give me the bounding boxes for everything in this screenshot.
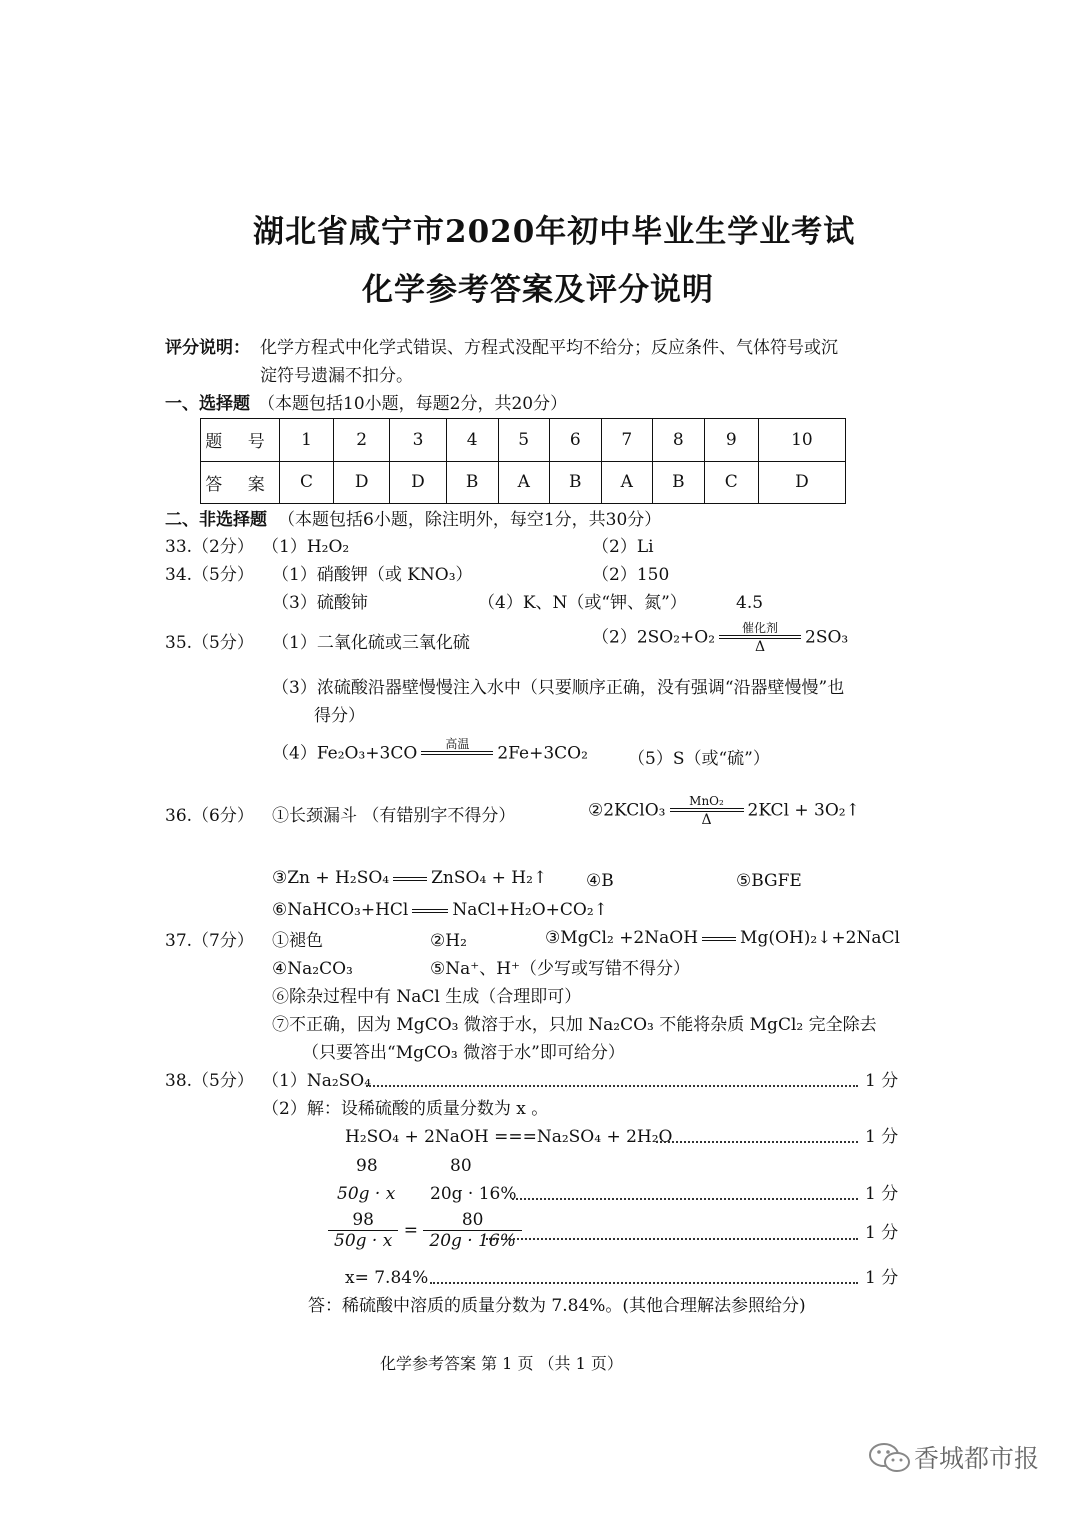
fraction-right [423, 1210, 522, 1252]
leader-dots [486, 1238, 858, 1240]
leader-dots [430, 1282, 858, 1284]
section2-desc: （本题包括6小题，除注明外，每空1分，共30分） [278, 510, 662, 530]
table-row [201, 461, 846, 504]
q38-result: x= 7.84% [345, 1268, 429, 1288]
numerator: 80 [423, 1210, 522, 1231]
score-label: 1 分 [865, 1071, 899, 1091]
q37-a6: ⑥除杂过程中有 NaCl 生成（合理即可） [272, 987, 582, 1007]
table-cell: A [498, 461, 549, 504]
q37-a1: ①褪色 [272, 931, 323, 951]
q36-a6-reactants: ⑥NaHCO₃+HCl [272, 900, 409, 920]
q38-value1: 50g · x [337, 1184, 396, 1204]
leader-dots [656, 1141, 858, 1143]
table-cell: B [652, 461, 704, 504]
title-line1: 湖北省咸宁市2020年初中毕业生学业考试 [253, 214, 856, 250]
q38-mass2: 80 [450, 1156, 472, 1176]
table-cell: D [758, 461, 845, 504]
q37-a3-products: Mg(OH)₂↓+2NaCl [740, 928, 900, 948]
row-head-answer: 答 案 [201, 461, 280, 504]
numerator: 98 [328, 1210, 398, 1231]
table-cell: C [280, 461, 334, 504]
reaction-arrow [421, 737, 493, 771]
wechat-icon [868, 1442, 912, 1474]
condition-top: 催化剂 [742, 621, 779, 635]
table-cell: 6 [549, 419, 601, 462]
table-cell: 9 [704, 419, 758, 462]
q35-a4-reactants: （4）Fe₂O₃+3CO [272, 743, 418, 764]
table-cell: 7 [601, 419, 652, 462]
reaction-arrow [393, 877, 427, 881]
q35-a3-line2: 得分） [314, 706, 365, 726]
q35-a3-line1: （3）浓硫酸沿器壁慢慢注入水中（只要顺序正确，没有强调“沿器壁慢慢”也 [272, 678, 845, 698]
q36-a6-products: NaCl+H₂O+CO₂↑ [452, 900, 608, 920]
q38-value2: 20g · 16% [430, 1184, 517, 1204]
equals-sign: = [403, 1220, 418, 1241]
q33-a2: （2）Li [592, 537, 654, 557]
q36-a2-products: 2KCl + 3O₂↑ [747, 800, 860, 821]
q37-a7-line1: ⑦不正确，因为 MgCO₃ 微溶于水，只加 Na₂CO₃ 不能将杂质 MgCl₂ 完全除去 [272, 1015, 877, 1035]
denominator: 50g · x [334, 1231, 393, 1252]
q37-a2: ②H₂ [430, 931, 467, 951]
table-cell: 8 [652, 419, 704, 462]
condition-bottom: Δ [754, 639, 766, 655]
q35-head: 35.（5分） [165, 633, 254, 653]
table-cell: C [704, 461, 758, 504]
q37-a3 [545, 928, 900, 948]
row-head-number: 题 号 [201, 419, 280, 462]
q36-a4: ④B [586, 871, 614, 891]
q37-a3-reactants: ③MgCl₂ +2NaOH [545, 928, 699, 948]
score-label: 1 分 [865, 1268, 899, 1288]
answer-table [200, 418, 846, 504]
reaction-arrow [670, 794, 744, 828]
note-line2: 淀符号遗漏不扣分。 [260, 366, 413, 386]
leader-dots [366, 1085, 858, 1087]
q35-a5: （5）S（或“硫”） [628, 749, 770, 769]
q34-a2: （2）150 [592, 565, 670, 585]
table-cell: B [549, 461, 601, 504]
q35-a4-products: 2Fe+3CO₂ [497, 743, 588, 764]
fraction-left [328, 1210, 398, 1252]
reaction-arrow [702, 937, 736, 941]
table-row [201, 419, 846, 462]
double-line [702, 937, 736, 941]
q37-head: 37.（7分） [165, 931, 254, 951]
note-label: 评分说明： [165, 338, 250, 358]
score-label: 1 分 [865, 1223, 899, 1243]
reaction-arrow [719, 621, 801, 655]
leader-dots [512, 1198, 858, 1200]
q35-a2-reactants: （2）2SO₂+O₂ [592, 627, 716, 648]
q36-a5: ⑤BGFE [736, 871, 802, 891]
q35-a2-products: 2SO₃ [805, 627, 849, 648]
q36-a2 [588, 794, 860, 828]
note-line1: 化学方程式中化学式错误、方程式没配平均不给分；反应条件、气体符号或沉 [260, 338, 838, 358]
table-cell: 3 [390, 419, 446, 462]
title-line2: 化学参考答案及评分说明 [362, 272, 714, 308]
double-line [412, 909, 448, 913]
score-label: 1 分 [865, 1127, 899, 1147]
q38-a2-intro: （2）解：设稀硫酸的质量分数为 x 。 [262, 1099, 549, 1119]
q36-a3 [272, 868, 547, 888]
q34-a5: 4.5 [736, 593, 764, 613]
watermark-text: 香城都市报 [914, 1444, 1040, 1473]
table-cell: 5 [498, 419, 549, 462]
q34-a4: （4）K、N（或“钾、氮”） [478, 593, 687, 613]
section1-label: 一、选择题 [165, 394, 250, 414]
condition-top: MnO₂ [689, 794, 724, 808]
q38-head: 38.（5分） [165, 1071, 254, 1091]
q35-a1: （1）二氧化硫或三氧化硫 [272, 633, 470, 653]
denominator: 20g · 16% [429, 1231, 516, 1252]
q35-a2 [592, 621, 848, 655]
q33-head: 33.（2分） [165, 537, 254, 557]
q36-head: 36.（6分） [165, 806, 254, 826]
condition-bottom: Δ [701, 812, 712, 828]
q36-a6 [272, 900, 608, 920]
q36-a2-reactants: ②2KClO₃ [588, 800, 666, 821]
q36-a3-products: ZnSO₄ + H₂↑ [431, 868, 548, 888]
q38-mass1: 98 [356, 1156, 378, 1176]
q34-a3: （3）硫酸铈 [272, 593, 368, 613]
table-cell: 10 [758, 419, 845, 462]
q38-answer: 答：稀硫酸中溶质的质量分数为 7.84%。(其他合理解法参照给分) [308, 1296, 806, 1316]
q38-equation: H₂SO₄ + 2NaOH ===Na₂SO₄ + 2H₂O [345, 1127, 673, 1147]
q36-a1: ①长颈漏斗 （有错别字不得分） [272, 806, 516, 826]
q37-a5: ⑤Na⁺、H⁺（少写或写错不得分） [430, 959, 691, 979]
reaction-arrow [412, 909, 448, 913]
table-cell: 1 [280, 419, 334, 462]
table-cell: 2 [333, 419, 389, 462]
q38-a1: （1）Na₂SO₄ [262, 1071, 372, 1091]
q37-a4: ④Na₂CO₃ [272, 959, 353, 979]
q38-proportion [328, 1210, 522, 1252]
section1-desc: （本题包括10小题，每题2分，共20分） [258, 394, 568, 414]
condition-top: 高温 [445, 737, 470, 751]
q35-a4 [272, 737, 588, 771]
table-cell: D [390, 461, 446, 504]
q36-a3-reactants: ③Zn + H₂SO₄ [272, 868, 390, 888]
page-footer: 化学参考答案 第 1 页 （共 1 页） [380, 1354, 623, 1373]
double-line [393, 877, 427, 881]
table-cell: B [446, 461, 498, 504]
section2-label: 二、非选择题 [165, 510, 267, 530]
q37-a7-line2: （只要答出“MgCO₃ 微溶于水”即可给分） [302, 1043, 625, 1063]
q34-head: 34.（5分） [165, 565, 254, 585]
table-cell: D [333, 461, 389, 504]
q33-a1: （1）H₂O₂ [262, 537, 350, 557]
table-cell: 4 [446, 419, 498, 462]
q34-a1: （1）硝酸钾（或 KNO₃） [272, 565, 473, 585]
score-label: 1 分 [865, 1184, 899, 1204]
table-cell: A [601, 461, 652, 504]
